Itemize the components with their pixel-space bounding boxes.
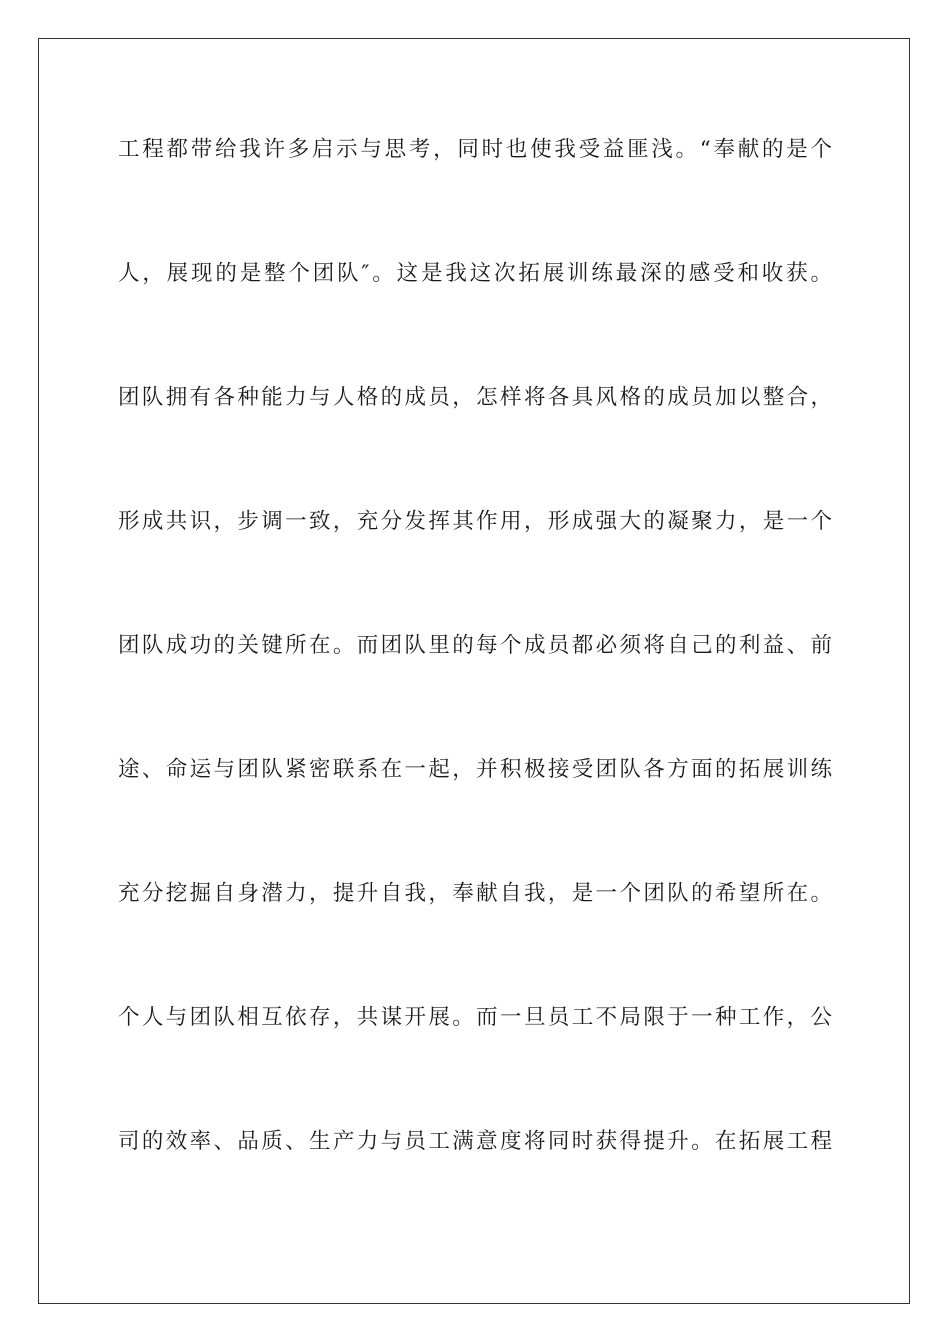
text-line-3: 团队拥有各种能力与人格的成员，怎样将各具风格的成员加以整合， [118, 385, 832, 410]
text-line-1: 工程都带给我许多启示与思考，同时也使我受益匪浅。“奉献的是个 [118, 137, 832, 162]
text-line-9: 司的效率、品质、生产力与员工满意度将同时获得提升。在拓展工程 [118, 1129, 832, 1154]
document-body [118, 126, 832, 1242]
text-line-4: 形成共识，步调一致，充分发挥其作用，形成强大的凝聚力，是一个 [118, 509, 832, 534]
text-line-6: 途、命运与团队紧密联系在一起，并积极接受团队各方面的拓展训练 [118, 757, 832, 782]
text-line-2: 人，展现的是整个团队″。这是我这次拓展训练最深的感受和收获。 [118, 261, 832, 286]
text-line-5: 团队成功的关键所在。而团队里的每个成员都必须将自己的利益、前 [118, 633, 832, 658]
text-line-7: 充分挖掘自身潜力，提升自我，奉献自我，是一个团队的希望所在。 [118, 881, 832, 906]
text-line-8: 个人与团队相互依存，共谋开展。而一旦员工不局限于一种工作，公 [118, 1005, 832, 1030]
